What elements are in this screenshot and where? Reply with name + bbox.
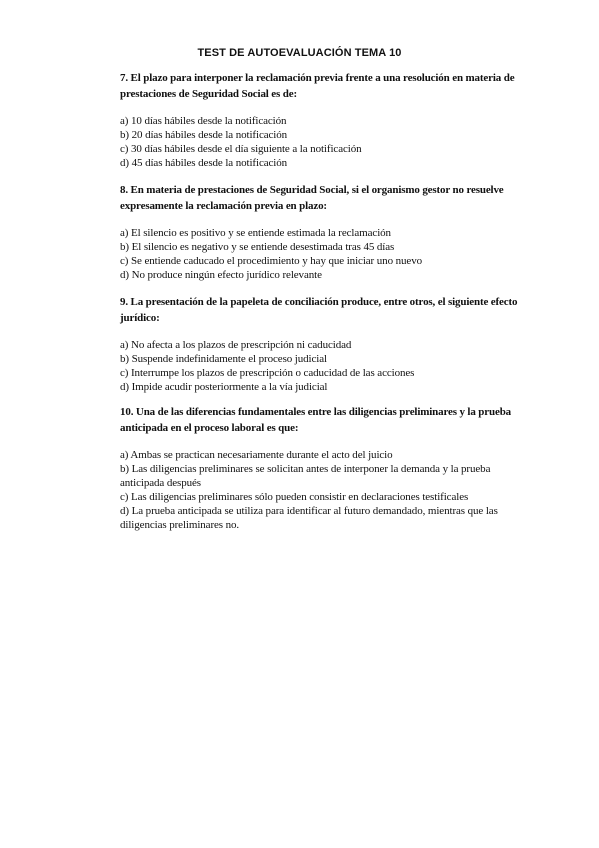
- question-9: [120, 294, 520, 394]
- question-text: 7. El plazo para interponer la reclamación previa frente a una resolución en materia de prestaciones de Seguridad Social es de:: [120, 72, 515, 100]
- option-a: a) No afecta a los plazos de prescripción ni caducidad: [120, 339, 352, 351]
- question-7: [120, 70, 520, 170]
- option-b: b) Suspende indefinidamente el proceso judicial: [120, 353, 327, 365]
- question-10: [120, 404, 520, 532]
- option-c: c) Se entiende caducado el procedimiento y hay que iniciar uno nuevo: [120, 255, 423, 267]
- question-text: 8. En materia de prestaciones de Seguridad Social, si el organismo gestor no resuelve expresamente la reclamación previa en plazo:: [120, 184, 504, 212]
- option-d: d) No produce ningún efecto jurídico relevante: [120, 269, 322, 281]
- option-b: b) Las diligencias preliminares se solicitan antes de interponer la demanda y la prueba anticipada después: [120, 463, 491, 489]
- document-title: TEST DE AUTOEVALUACIÓN TEMA 10: [197, 47, 402, 59]
- option-list: [120, 114, 520, 170]
- option-b: b) 20 días hábiles desde la notificación: [120, 129, 288, 141]
- question-8: [120, 182, 520, 282]
- option-d: d) 45 días hábiles desde la notificación: [120, 157, 288, 169]
- option-d: d) Impide acudir posteriormente a la vía judicial: [120, 381, 328, 393]
- option-c: c) Las diligencias preliminares sólo pueden consistir en declaraciones testificales: [120, 491, 469, 503]
- option-list: [120, 226, 520, 282]
- option-a: a) Ambas se practican necesariamente durante el acto del juicio: [120, 449, 393, 461]
- option-list: [120, 338, 520, 394]
- option-a: a) 10 días hábiles desde la notificación: [120, 115, 287, 127]
- option-c: c) 30 días hábiles desde el día siguiente a la notificación: [120, 143, 362, 155]
- option-a: a) El silencio es positivo y se entiende estimada la reclamación: [120, 227, 391, 239]
- option-list: [120, 448, 520, 532]
- question-text: 9. La presentación de la papeleta de conciliación produce, entre otros, el siguiente efecto jurídico:: [120, 296, 518, 324]
- option-c: c) Interrumpe los plazos de prescripción o caducidad de las acciones: [120, 367, 415, 379]
- question-text: 10. Una de las diferencias fundamentales entre las diligencias preliminares y la prueba anticipada en el proceso laboral es que:: [120, 406, 512, 434]
- option-d: d) La prueba anticipada se utiliza para identificar al futuro demandado, mientras que las diligencias preliminares no.: [120, 505, 498, 531]
- option-b: b) El silencio es negativo y se entiende desestimada tras 45 días: [120, 241, 395, 253]
